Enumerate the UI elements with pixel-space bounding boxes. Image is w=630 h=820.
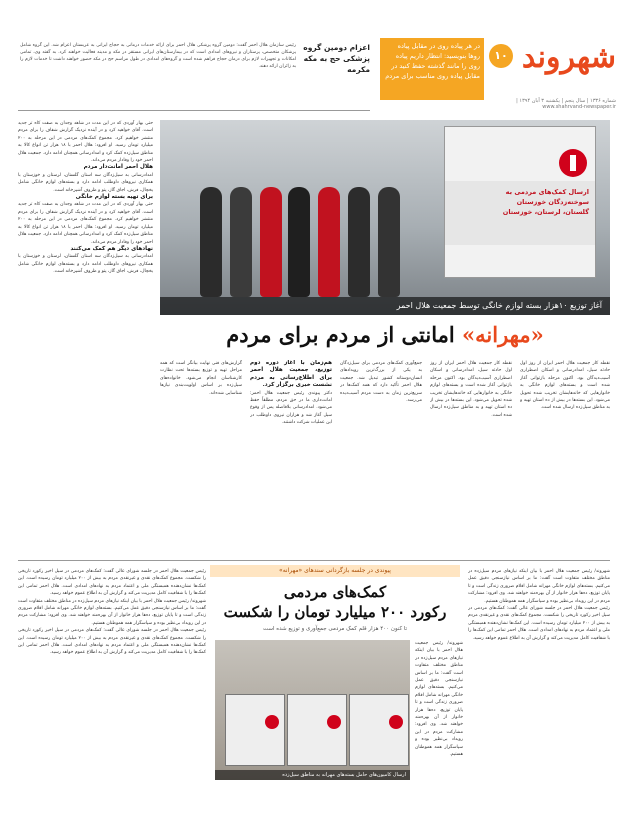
lead-photo — [160, 120, 610, 315]
article-column-5 — [430, 360, 512, 560]
truck-label: ارسال کمک‌های مردمی به سوخته‌زدگان خوزستان — [505, 188, 589, 206]
truck-figure — [287, 694, 347, 766]
column-text: رئیس جمعیت هلال احمر در جلسه شورای عالی گفت: کمک‌های مردمی در سیل اخیر رکورد تاریخی را شکست. مجموع کمک‌های نقدی و غیرنقدی مردم به بیش از ۲۰۰ میلیارد تومان رسیده است. این کمک‌ها نشان‌دهنده همبستگی ملی و اعتماد مردم به نهادهای امدادی است. هلال احمر تمامی این کمک‌ها را با شفافیت کامل مدیریت می‌کند و گزارش آن به اطلاع عموم خواهد رسید. — [468, 606, 610, 641]
main-headline — [160, 315, 610, 355]
person-figure — [288, 187, 310, 297]
lower-headline — [210, 582, 460, 622]
red-crescent-icon — [389, 715, 403, 729]
column-subhead: هم‌زمان با آغاز دوره دوم توزیع، جمعیت هلال احمر برای اطلاع‌رسانی به مردم نشست خبری برگزار کرد. — [250, 360, 332, 389]
person-figure — [260, 187, 282, 297]
article-column-2 — [160, 360, 242, 560]
headline-quote: «مهرانه» — [462, 322, 544, 347]
page-number-badge: ۱۰ — [489, 44, 513, 68]
truck-figure — [349, 694, 409, 766]
truck-label-2: گلستان، لرستان، خوزستان — [502, 208, 589, 216]
lower-photo-caption: ارسال کامیون‌های حامل بسته‌های مهرانه به مناطق سیل‌زده — [215, 770, 410, 780]
lower-left-text — [18, 568, 206, 808]
column-text: رئیس جمعیت هلال احمر در جلسه شورای عالی گفت: کمک‌های مردمی در سیل اخیر رکورد تاریخی را شکست. مجموع کمک‌های نقدی و غیرنقدی مردم به بیش از ۲۰۰ میلیارد تومان رسیده است. این کمک‌ها نشان‌دهنده همبستگی ملی و اعتماد مردم به نهادهای امدادی است. هلال احمر تمامی این کمک‌ها را با شفافیت کامل مدیریت می‌کند و گزارش آن به اطلاع عموم خواهد رسید. — [18, 628, 206, 656]
red-crescent-icon — [265, 715, 279, 729]
truck-figure — [225, 694, 285, 766]
lower-headline-line-2: رکورد ۲۰۰ میلیارد تومان را شکست — [223, 603, 447, 621]
truck-banner-text — [491, 187, 589, 217]
column-text: امدادرسانی به سیل‌زدگان سه استان گلستان، لرستان و خوزستان با همکاری نیروهای داوطلب ادامه دارد و بسته‌های لوازم خانگی شامل یخچال، فرش، اجاق گاز، پتو و ظروف آشپزخانه است. — [18, 254, 153, 275]
headline-rest: امانتی از مردم برای مردم — [226, 322, 455, 347]
person-figure — [230, 187, 252, 297]
column-text: دکتر پیوندی رئیس جمعیت هلال احمر: امانت‌داری ما در حق مردم، مطلقاً حفظ می‌شود. امدادرسانی بلافاصله پس از وقوع سیل آغاز شد و هزاران نیروی داوطلب در این عملیات شرکت داشتند. — [250, 390, 332, 426]
lower-center-text — [415, 640, 463, 808]
newspaper-logo: شهروند — [521, 40, 616, 75]
column-text: رئیس جمعیت هلال احمر در جلسه شورای عالی گفت: کمک‌های مردمی در سیل اخیر رکورد تاریخی را شکست. مجموع کمک‌های نقدی و غیرنقدی مردم به بیش از ۲۰۰ میلیارد تومان رسیده است. این کمک‌ها نشان‌دهنده همبستگی ملی و اعتماد مردم به نهادهای امدادی است. هلال احمر تمامی این کمک‌ها را با شفافیت کامل مدیریت می‌کند و گزارش آن به اطلاع عموم خواهد رسید. — [18, 569, 206, 597]
column-subhead: نهادهای دیگر هم کمک می‌کنند — [70, 245, 153, 252]
column-text: حتی بهار آوردی که در این مدت در شاهد وجدان به صفت کاه تر جدید است. آقای خواهید کرد و در آینده نزدیک گزارش شفاف را برای مردم منتشر خواهیم کرد. مجموع کمک‌های مردمی در این مرحله به ۲۰۰ میلیارد تومان رسید. او افزود: هلال احمر با ۱۸ هزار تن انواع کالا به مناطق سیل‌زده کمک کرد و امدادرسانی همچنان ادامه دارد. جمعیت هلال احمر خود را وفادار مردم می‌داند. — [18, 121, 153, 164]
top-story — [18, 38, 370, 111]
column-text: شهروند/ رئیس جمعیت هلال احمر با بیان اینکه نیازهای مردم سیل‌زده در مناطق مختلف متفاوت است گفت: ما بر اساس نیازسنجی دقیق عمل می‌کنیم. بسته‌های لوازم خانگی مهرانه شامل اقلام ضروری زندگی است و تا پایان توزیع، ده‌ها هزار خانوار از آن بهره‌مند خواهند شد. وی افزود: مشارکت مردم در این رویداد بی‌نظیر بوده و سپاسگزار همه هموطنان هستیم. — [18, 598, 206, 626]
column-subhead: هلال احمر امانت‌دار مردم — [83, 164, 153, 171]
lead-photo-caption: آغاز توزیع ۱۰هزار بسته لوازم خانگی توسط جمعیت هلال احمر — [160, 297, 610, 315]
column-text: امدادرسانی به سیل‌زدگان سه استان گلستان، لرستان و خوزستان با همکاری نیروهای داوطلب ادامه دارد و بسته‌های لوازم خانگی شامل یخچال، فرش، اجاق گاز، پتو و ظروف آشپزخانه است. — [18, 172, 153, 193]
masthead — [384, 38, 616, 110]
person-figure — [200, 187, 222, 297]
lower-right-text — [468, 568, 610, 808]
dateline: شماره ۱۳۳۶ | سال پنجم | یکشنبه ۳ آبان ۱۳۹۴ | www.shahrvand-newspaper.ir — [516, 98, 616, 110]
article-column-6 — [520, 360, 610, 560]
left-column-1 — [18, 120, 153, 560]
column-text: حتی بهار آوردی که در این مدت در شاهد وجدان به صفت کاه تر جدید است. آقای خواهید کرد و در آینده نزدیک گزارش شفاف را برای مردم منتشر خواهیم کرد. مجموع کمک‌های مردمی در این مرحله به ۲۰۰ میلیارد تومان رسید. او افزود: هلال احمر با ۱۸ هزار تن انواع کالا به مناطق سیل‌زده کمک کرد و امدادرسانی همچنان ادامه دارد. جمعیت هلال احمر خود را وفادار مردم می‌داند. — [18, 202, 153, 245]
lower-deck: تا کنون ۴۰۰ هزار قلم کمک مردمی جمع‌آوری و توزیع شده است — [262, 626, 408, 632]
person-figure — [348, 187, 370, 297]
red-crescent-icon — [327, 715, 341, 729]
top-story-title: اعزام دومین گروه پزشکی حج به مکه مکرمه — [303, 43, 370, 74]
column-text: گزارش‌های فنی نهایت بیانگر است که همه مراحل تهیه و توزیع بسته‌ها تحت نظارت کارشناسان انجام می‌شود. خانواده‌های سیل‌زده بر اساس اولویت‌بندی نیازها شناسایی شده‌اند. — [160, 361, 242, 396]
red-crescent-truck — [444, 126, 596, 278]
section-tag: پیوندی در جلسه بازگردانی سند‌های «مهرانه» — [210, 565, 460, 577]
promo-box: در هر پیاده روی در مقابل پیاده روها بنویسید: انتظار داریم پیاده روی را مانند گذشته حفظ کنید در مقابل پیاده روی مناسب برای مردم — [380, 38, 484, 100]
article-column-3 — [250, 360, 332, 560]
column-text: شهروند/ رئیس جمعیت هلال احمر با بیان اینکه نیازهای مردم سیل‌زده در مناطق مختلف متفاوت است گفت: ما بر اساس نیازسنجی دقیق عمل می‌کنیم. بسته‌های لوازم خانگی مهرانه شامل اقلام ضروری زندگی است و تا پایان توزیع، ده‌ها هزار خانوار از آن بهره‌مند خواهند شد. وی افزود: مشارکت مردم در این رویداد بی‌نظیر بوده و سپاسگزار همه هموطنان هستیم. — [468, 569, 610, 604]
top-story-body: رئیس سازمان هلال احمر گفت: دومین گروه پزشکی هلال احمر برای ارائه خدمات درمانی به حجاج ایرانی به عربستان اعزام شد. این گروه شامل پزشکان متخصص، پرستاران و نیروهای امدادی است که در بیمارستان‌های ایرانی مستقر در مکه و مدینه فعالیت خواهند کرد. به گفته وی، تمامی امکانات و تجهیزات لازم برای درمان حجاج فراهم شده است و گروه‌های امدادی در طول مراسم حج در مکه حضور خواهند داشت تا خدمات لازم را به زائران ارائه دهند. — [20, 43, 296, 69]
section-divider — [18, 560, 610, 561]
column-text: نقطه کار جمعیت هلال احمر ایران از روز اول حادثه سیل، امدادرسانی و اسکان اضطراری آسیب‌دیدگان بود. اکنون مرحله بازتوانی آغاز شده است و بسته‌های لوازم خانگی به خانوارهایی که خانه‌هایشان تخریب شده تحویل می‌شود. این بسته‌ها در بیش از ده استان تهیه و به مناطق سیل‌زده ارسال شده است. — [520, 361, 610, 411]
article-column-4 — [340, 360, 422, 560]
red-crescent-icon — [559, 149, 587, 177]
column-subhead: برای تهیه بسته لوازم خانگی — [75, 194, 153, 201]
column-text: جمع‌آوری کمک‌های مردمی برای سیل‌زدگان به یکی از بزرگ‌ترین رویدادهای انسان‌دوستانه کشور تبدیل شد. جمعیت هلال احمر تأکید دارد که همه کمک‌ها در سریع‌ترین زمان به دست مردم آسیب‌دیده می‌رسد. — [340, 361, 422, 404]
person-figure — [378, 187, 400, 297]
lower-headline-line-1: کمک‌های مردمی — [283, 583, 387, 601]
column-text: شهروند/ رئیس جمعیت هلال احمر با بیان اینکه نیازهای مردم سیل‌زده در مناطق مختلف متفاوت است گفت: ما بر اساس نیازسنجی دقیق عمل می‌کنیم. بسته‌های لوازم خانگی مهرانه شامل اقلام ضروری زندگی است و تا پایان توزیع، ده‌ها هزار خانوار از آن بهره‌مند خواهند شد. وی افزود: مشارکت مردم در این رویداد بی‌نظیر بوده و سپاسگزار همه هموطنان هستیم. — [415, 641, 463, 758]
lower-photo — [215, 640, 410, 780]
person-figure — [318, 187, 340, 297]
column-text: نقطه کار جمعیت هلال احمر ایران از روز اول حادثه سیل، امدادرسانی و اسکان اضطراری آسیب‌دیدگان بود. اکنون مرحله بازتوانی آغاز شده است و بسته‌های لوازم خانگی به خانوارهایی که خانه‌هایشان تخریب شده تحویل می‌شود. این بسته‌ها در بیش از ده استان تهیه و به مناطق سیل‌زده ارسال شده است. — [430, 361, 512, 418]
